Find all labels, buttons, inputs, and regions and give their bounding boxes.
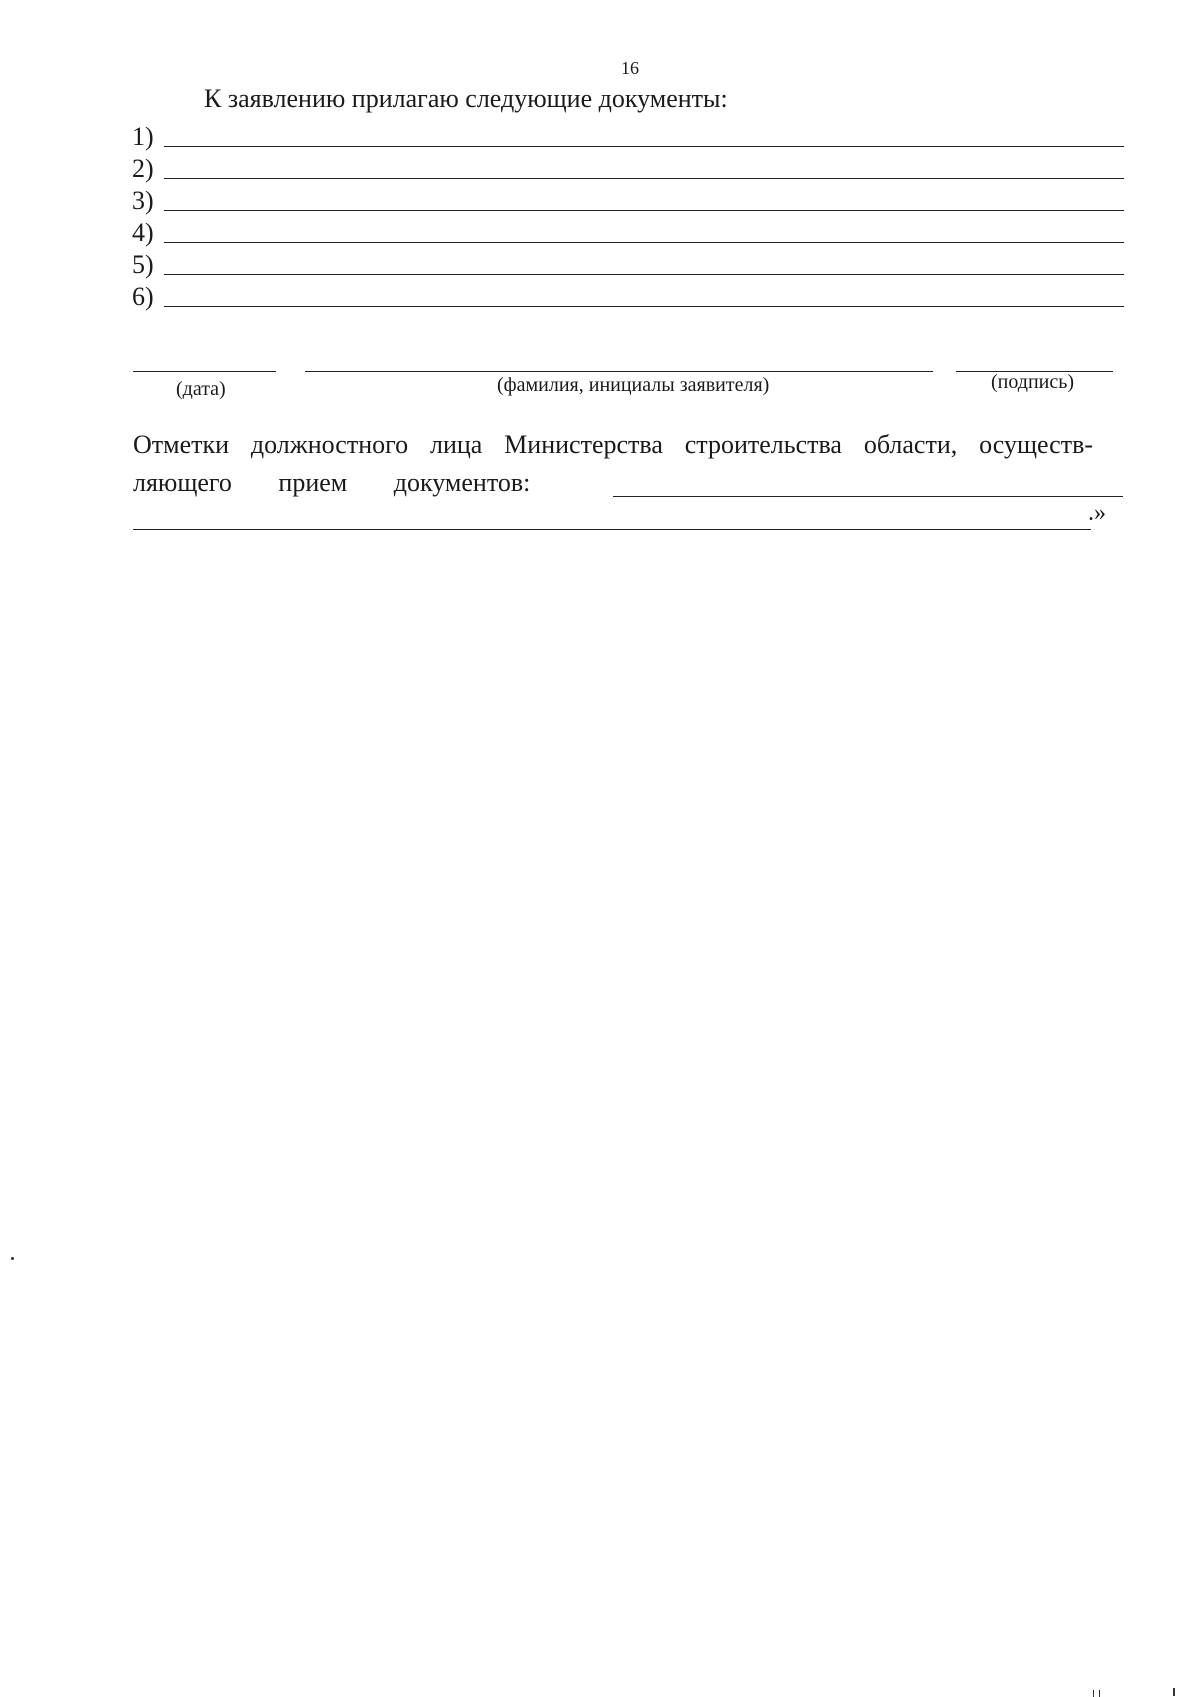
name-blank-line — [305, 371, 933, 372]
attachment-blank-line — [164, 274, 1124, 275]
official-marks-text-continued: ляющего прием документов: — [133, 468, 531, 497]
official-marks-text: Отметки должностного лица Министерства строительства области, осуществ- — [133, 430, 1093, 459]
attachment-row — [132, 184, 1124, 216]
marks-blank-line-continued — [133, 529, 1091, 530]
attachment-row — [132, 248, 1124, 280]
attachment-blank-line — [164, 242, 1124, 243]
attachment-number: 1) — [132, 122, 154, 151]
scan-speck — [1173, 1688, 1175, 1696]
attachment-number: 4) — [132, 218, 154, 247]
attachment-blank-line — [164, 210, 1124, 211]
closing-quote: .» — [1088, 500, 1106, 526]
scan-speck — [1099, 1690, 1100, 1697]
attachment-row — [132, 280, 1124, 312]
attachment-number: 3) — [132, 186, 154, 215]
attachment-blank-line — [164, 146, 1124, 147]
date-blank-line — [133, 371, 276, 372]
attachments-list — [132, 120, 1124, 312]
name-caption: (фамилия, инициалы заявителя) — [497, 374, 770, 396]
marks-blank-line — [613, 496, 1123, 497]
signature-caption: (подпись) — [991, 371, 1075, 393]
attachment-number: 2) — [132, 154, 154, 183]
date-caption: (дата) — [176, 378, 226, 400]
attachment-row — [132, 120, 1124, 152]
attachment-blank-line — [164, 306, 1124, 307]
attachments-intro: К заявлению прилагаю следующие документы: — [204, 84, 728, 113]
page-number: 16 — [621, 58, 639, 78]
attachment-number: 5) — [132, 250, 154, 279]
attachment-row — [132, 152, 1124, 184]
attachment-blank-line — [164, 178, 1124, 179]
attachment-row — [132, 216, 1124, 248]
scan-speck — [1093, 1690, 1094, 1697]
scan-speck — [11, 1257, 14, 1260]
attachment-number: 6) — [132, 282, 154, 311]
